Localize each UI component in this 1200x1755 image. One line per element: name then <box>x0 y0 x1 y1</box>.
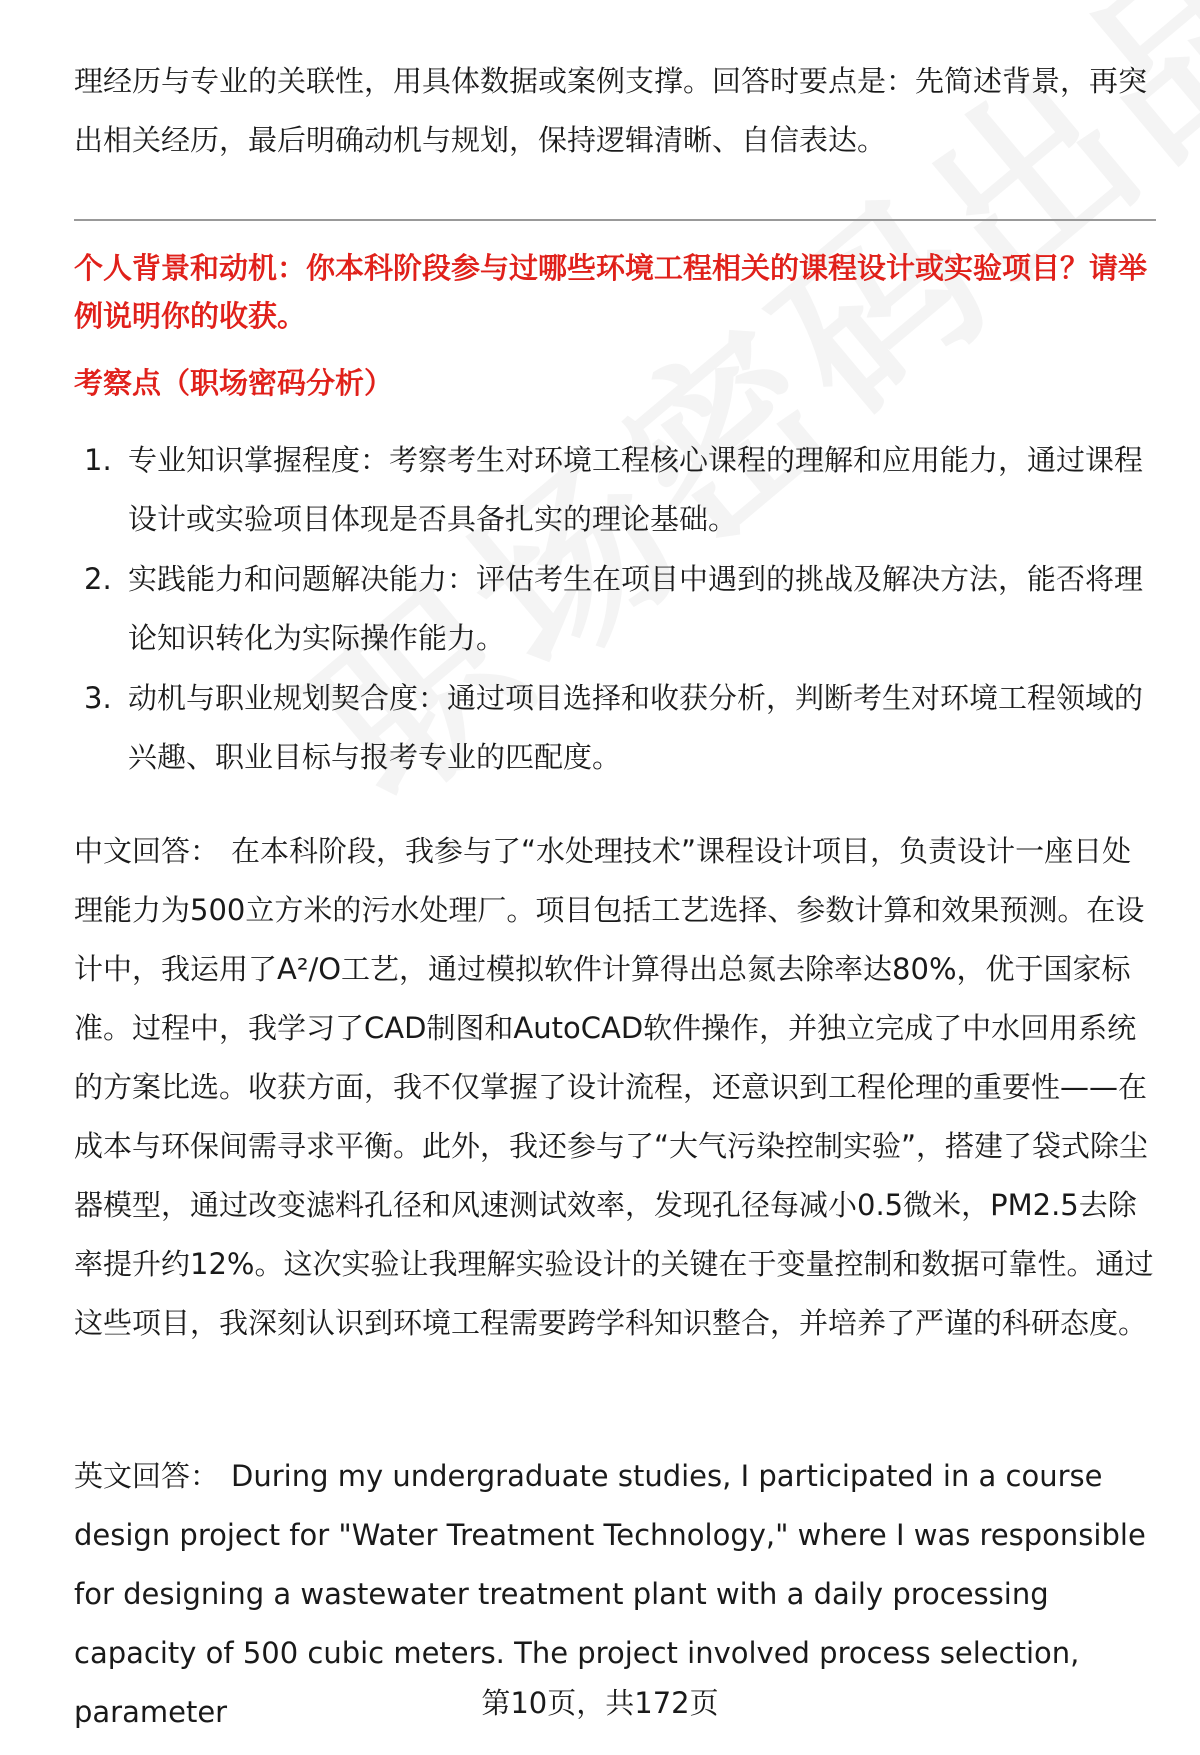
intro-paragraph: 理经历与专业的关联性，用具体数据或案例支撑。回答时要点是：先简述背景，再突出相关经历，最后明确动机与规划，保持逻辑清晰、自信表达。 <box>74 64 1148 157</box>
list-item <box>74 669 1156 787</box>
chinese-answer-label: 中文回答： <box>74 834 220 868</box>
list-item-text: 实践能力和问题解决能力：评估考生在项目中遇到的挑战及解决方法，能否将理论知识转化为实际操作能力。 <box>128 562 1144 655</box>
list-item <box>74 550 1156 668</box>
chinese-answer-text: 在本科阶段，我参与了“水处理技术”课程设计项目，负责设计一座日处理能力为500立方米的污水处理厂。项目包括工艺选择、参数计算和效果预测。在设计中，我运用了A²/O工艺，通过模拟软件计算得出总氮去除率达80%，优于国家标准。过程中，我学习了CAD制图和AutoCAD软件操作，并独立完成了中水回用系统的方案比选。收获方面，我不仅掌握了设计流程，还意识到工程伦理的重要性——在成本与环保间需寻求平衡。此外，我还参与了“大气污染控制实验”，搭建了袋式除尘器模型，通过改变滤料孔径和风速测试效率，发现孔径每减小0.5微米，PM2.5去除率提升约12%。这次实验让我理解实验设计的关键在于变量控制和数据可靠性。通过这些项目，我深刻认识到环境工程需要跨学科知识整合，并培养了严谨的科研态度。 <box>74 834 1154 1340</box>
list-item-text: 动机与职业规划契合度：通过项目选择和收获分析，判断考生对环境工程领域的兴趣、职业目标与报考专业的匹配度。 <box>128 681 1144 774</box>
english-answer-label: 英文回答： <box>74 1459 220 1493</box>
section-divider <box>74 219 1156 221</box>
english-answer <box>74 1447 1156 1742</box>
english-answer-text: During my undergraduate studies, I participated in a course design project for "Water Treatment Technology," where I was responsible for designing a wastewater treatment plant with a daily processing capacity of 500 cubic meters. The project involved process selection, parameter <box>74 1459 1146 1729</box>
chinese-answer <box>74 822 1156 1353</box>
question-heading: 个人背景和动机：你本科阶段参与过哪些环境工程相关的课程设计或实验项目？请举例说明你的收获。 <box>74 251 1148 333</box>
page-number-footer: 第10页，共172页 <box>481 1686 719 1720</box>
list-item-number: 2. <box>84 562 112 596</box>
list-item-number: 1. <box>84 443 112 477</box>
assessment-subtitle: 考察点（职场密码分析） <box>74 366 394 400</box>
list-item <box>74 431 1156 549</box>
list-item-text: 专业知识掌握程度：考察考生对环境工程核心课程的理解和应用能力，通过课程设计或实验项目体现是否具备扎实的理论基础。 <box>128 443 1144 536</box>
list-item-number: 3. <box>84 681 112 715</box>
assessment-points-list <box>74 431 1156 788</box>
